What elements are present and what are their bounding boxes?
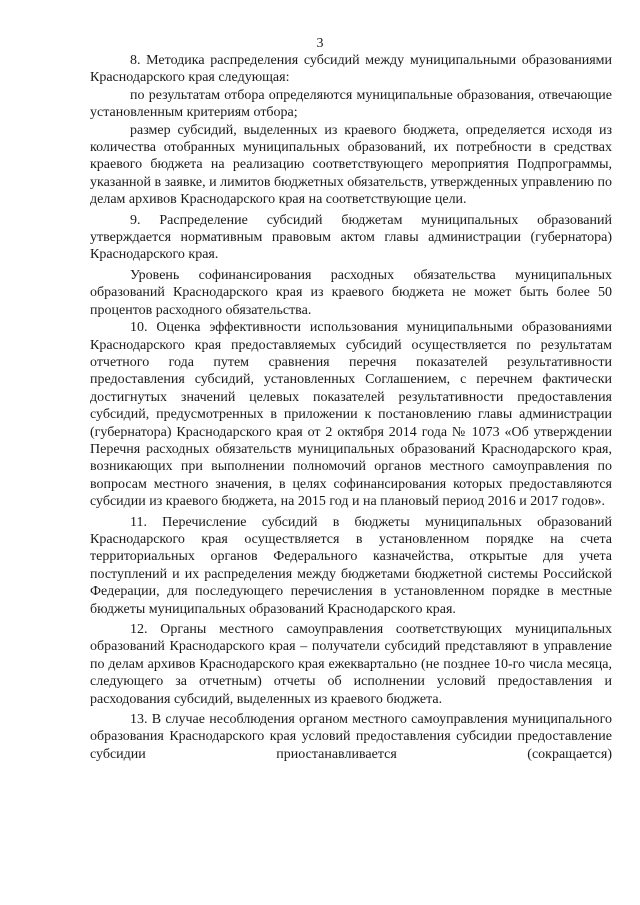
paragraph-8-item-2: размер субсидий, выделенных из краевого бюджета, определяется исходя из количества отобранных муниципальных образований, их потребности в средствах краевого бюджета на реализацию соответствующего мероприятия Подпрограммы, указанной в заявке, и лимитов бюджетных обязательств, утвержденных управлению по делам архивов Краснодарского края на соответствующие цели. [90,122,612,208]
paragraph-11: 11. Перечисление субсидий в бюджеты муниципальных образований Краснодарского края осуществляется в установленном порядке на счета территориальных органов Федерального казначейства, открытые для учета поступлений и их распределения между бюджетами бюджетной системы Российской Федерации, для последующего перечисления в установленном порядке в местные бюджеты муниципальных образований Краснодарского края. [90,514,612,617]
paragraph-12: 12. Органы местного самоуправления соответствующих муниципальных образований Краснодарского края – получатели субсидий представляют в управление по делам архивов Краснодарского края ежеквартально (не позднее 10-го числа месяца, следующего за отчетным) отчеты об исполнении условий предоставления и расходования субсидий, выделенных из краевого бюджета. [90,622,612,707]
paragraph-10: 10. Оценка эффективности использования муниципальными образованиями Краснодарского края предоставляемых субсидий осуществляется по результатам отчетного года путем сравнения перечня показателей результативности предоставления субсидий, установленных Соглашением, с перечнем фактически достигнутых значений целевых показателей результативности предоставления субсидий, предусмотренных в приложении к постановлению главы администрации (губернатора) Краснодарского края от 2 октября 2014 года № 1073 «Об утверждении Перечня расходных обязательств муниципальных образований Краснодарского края, возникающих при выполнении полномочий органов местного самоуправления по вопросам местного значения, в целях софинансирования которых предоставляются субсидии из краевого бюджета, на 2015 год и на плановый период 2016 и 2017 годов». [90,320,612,510]
document-body [90,52,612,763]
paragraph-13: 13. В случае несоблюдения органом местного самоуправления муниципального образования Краснодарского края условий предоставления субсидии предоставление субсидии приостанавливается (сокращается) [90,712,612,762]
paragraph-8: 8. Методика распределения субсидий между муниципальными образованиями Краснодарского края следующая: [90,53,612,86]
page-number: 3 [316,36,324,51]
paragraph-8-item-1: по результатам отбора определяются муниципальные образования, отвечающие установленным критериям отбора; [90,87,612,121]
paragraph-9-cofinancing: Уровень софинансирования расходных обязательства муниципальных образований Краснодарского края из краевого бюджета не может быть более 50 процентов расходного обязательства. [90,267,612,318]
paragraph-9: 9. Распределение субсидий бюджетам муниципальных образований утверждается нормативным правовым актом главы администрации (губернатора) Краснодарского края. [90,212,612,263]
